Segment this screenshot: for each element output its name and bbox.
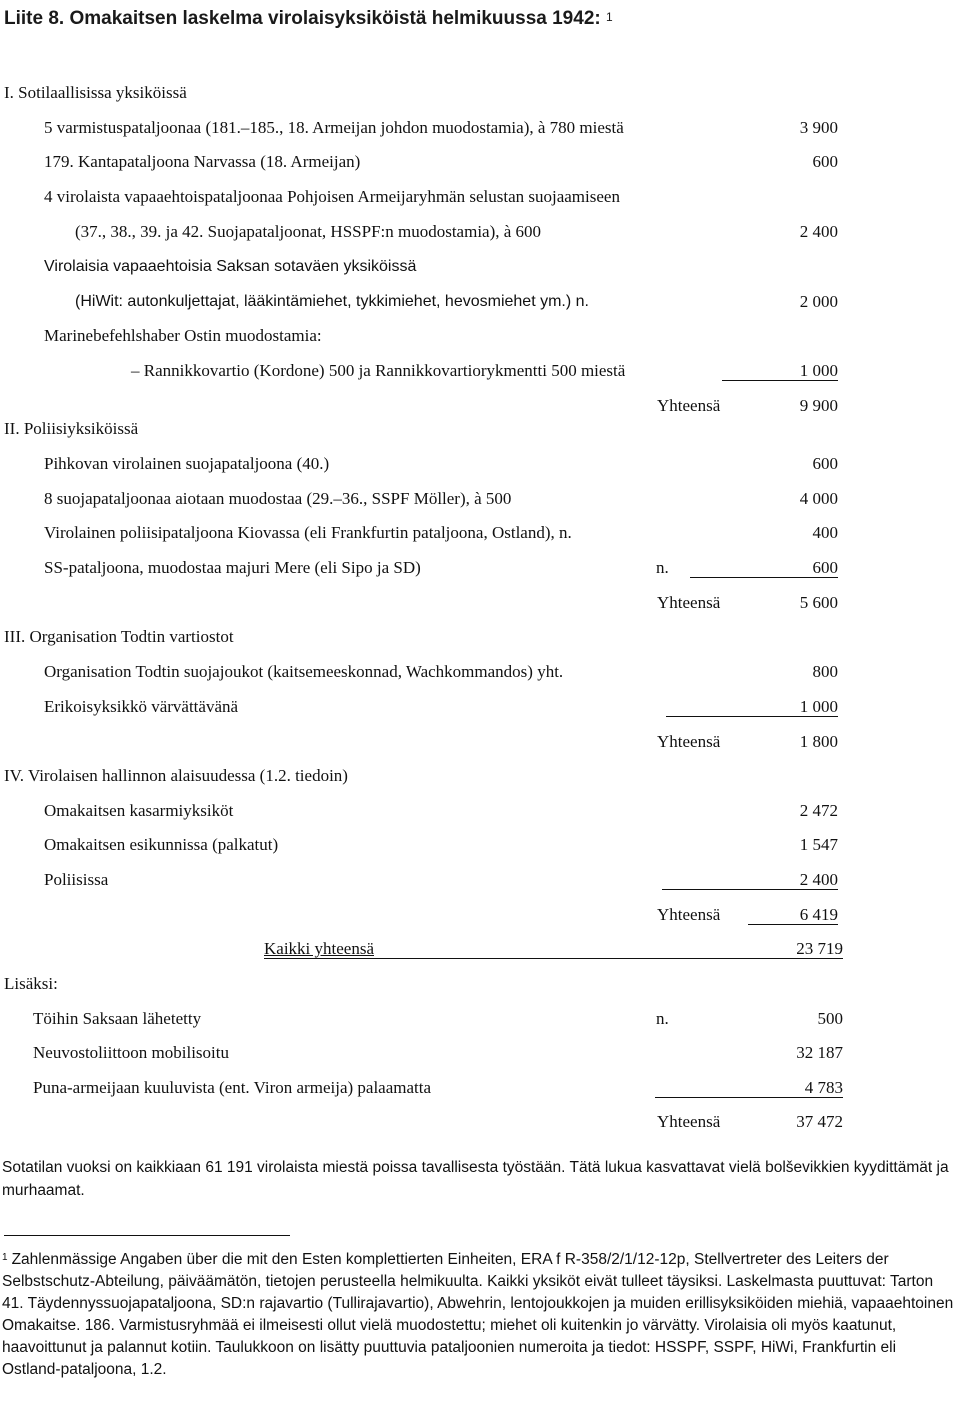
total-value: 6 419 — [799, 905, 838, 924]
item-label: Puna-armeijaan kuuluvista (ent. Viron armeija) palaamatta — [33, 1078, 432, 1097]
item-value: 1 000 — [799, 697, 838, 716]
grand-total-value: 23 719 — [796, 939, 843, 958]
item-label: Marinebefehlshaber Ostin muodostamia: — [44, 326, 322, 345]
item-label: Omakaitsen kasarmiyksiköt — [44, 801, 234, 820]
item-label: SS-pataljoona, muodostaa majuri Mere (eli Sipo ja SD) — [44, 558, 421, 577]
item-label: – Rannikkovartio (Kordone) 500 ja Rannikkovartiorykmentti 500 miestä — [131, 361, 626, 380]
item-label: Organisation Todtin suojajoukot (kaitsemeeskonnad, Wachkommandos) yht. — [44, 662, 564, 681]
item-value: 3 900 — [799, 118, 838, 137]
page-title: Liite 8. Omakaitsen laskelma virolaisyksiköistä helmikuussa 1942: $^1$ — [4, 8, 613, 29]
footnote-separator — [4, 1235, 290, 1236]
item-value: 4 000 — [799, 489, 838, 508]
total-label: Yhteensä — [657, 396, 721, 415]
item-label: Poliisissa — [44, 870, 109, 889]
footnote — [2, 1249, 957, 1381]
footnote-marker: 1 — [2, 1252, 8, 1263]
total-label: Yhteensä — [657, 1112, 721, 1131]
grand-total-label: Kaikki yhteensä — [264, 939, 374, 958]
item-label: Töihin Saksaan lähetetty — [33, 1009, 202, 1028]
item-label: (HiWit: autonkuljettajat, lääkintämiehet, tykkimiehet, hevosmiehet ym.) n. — [75, 293, 589, 310]
footnote-text: Zahlenmässige Angaben über die mit den Esten komplettierten Einheiten, ERA f R-358/2/1/12-12p, Stellvertreter des Leiters der Selbstschutz-Abteilung, päiväämätön, tietojen perusteella helmikuulta. Kaikki yksiköt eivät tulleet täysiksi. Laskelmasta puuttuvat: Tarton 41. Täydennyssuojapataljoona, SD:n rajavartio (Tullirajavartio), Abwehrin, lentojoukkojen ja muiden erillisyksiköiden miehiä, vapaaehtoinen Omakaitse. 186. Varmistusryhmää ei ilmeisesti ollut vielä muodostettu; miehet oli kuitenkin jo värvätty. Virolaisia oli myös kaatunut, haavoittunut ja palannut kotiin. Taulukkoon on lisätty puuttuvia pataljoonien numeroita ja tiedot: HSSPF, SSPF, HiWi, Frankfurtin eli Ostland-pataljoona, 1.2. — [2, 1251, 954, 1378]
item-value: 1 547 — [799, 835, 838, 854]
extra-heading: Lisäksi: — [4, 974, 58, 993]
total-value: 9 900 — [799, 396, 838, 415]
total-value: 5 600 — [799, 593, 838, 612]
item-prefix: n. — [656, 558, 669, 577]
summary-paragraph: Sotatilan vuoksi on kaikkiaan 61 191 virolaista miestä poissa tavallisesta työstään. Tätä lukua kasvattavat vielä bolševikkien kyydittämät ja murhaamat. — [2, 1159, 949, 1199]
item-label: Erikoisyksikkö värvättävänä — [44, 697, 239, 716]
item-value: 600 — [812, 152, 838, 171]
section-heading-2: II. Poliisiyksiköissä — [4, 419, 139, 438]
item-label: 8 suojapataljoonaa aiotaan muodostaa (29.–36., SSPF Möller), à 500 — [44, 489, 512, 508]
total-value: 37 472 — [796, 1112, 843, 1131]
item-value: 600 — [812, 454, 838, 473]
item-value: 400 — [812, 523, 838, 542]
section-heading-4: IV. Virolaisen hallinnon alaisuudessa (1.2. tiedoin) — [4, 766, 348, 785]
section-heading-1: I. Sotilaallisissa yksiköissä — [4, 83, 187, 102]
total-value: 1 800 — [799, 732, 838, 751]
item-value: 2 472 — [799, 801, 838, 820]
item-label: 4 virolaista vapaaehtoispataljoonaa Pohjoisen Armeijaryhmän selustan suojaamiseen — [44, 187, 620, 206]
item-label: (37., 38., 39. ja 42. Suojapataljoonat, HSSPF:n muodostamia), à 600 — [75, 222, 542, 241]
item-value: 1 000 — [799, 361, 838, 380]
item-label: Neuvostoliittoon mobilisoitu — [33, 1043, 229, 1062]
item-label: Virolainen poliisipataljoona Kiovassa (eli Frankfurtin pataljoona, Ostland), n. — [44, 523, 572, 542]
total-label: Yhteensä — [657, 732, 721, 751]
item-label: 5 varmistuspataljoonaa (181.–185., 18. Armeijan johdon muodostamia), à 780 miestä — [44, 118, 624, 137]
item-label: Pihkovan virolainen suojapataljoona (40.) — [44, 454, 330, 473]
item-prefix: n. — [656, 1009, 669, 1028]
item-value: 800 — [812, 662, 838, 681]
total-label: Yhteensä — [657, 905, 721, 924]
item-label: Omakaitsen esikunnissa (palkatut) — [44, 835, 279, 854]
item-value: 32 187 — [796, 1043, 843, 1062]
item-label: 179. Kantapataljoona Narvassa (18. Armeijan) — [44, 152, 361, 171]
section-heading-3: III. Organisation Todtin vartiostot — [4, 627, 234, 646]
item-value: 4 783 — [804, 1078, 843, 1097]
item-value: 2 000 — [799, 292, 838, 311]
item-value: 2 400 — [799, 870, 838, 889]
item-value: 2 400 — [799, 222, 838, 241]
item-value: 600 — [812, 558, 838, 577]
total-label: Yhteensä — [657, 593, 721, 612]
footnote-ref: 1 — [606, 10, 613, 24]
item-label: Virolaisia vapaaehtoisia Saksan sotaväen yksiköissä — [44, 258, 417, 275]
item-value: 500 — [817, 1009, 843, 1028]
